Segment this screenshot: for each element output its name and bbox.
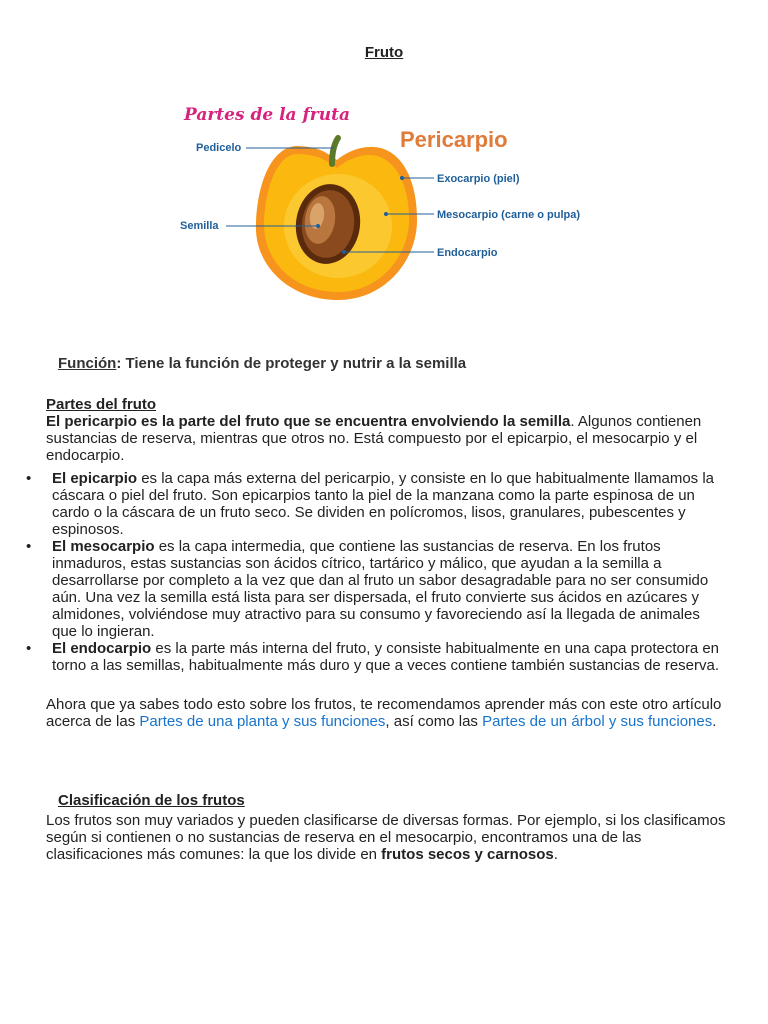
list-item [22, 640, 728, 674]
closing-text-1: Ahora que ya sabes todo esto sobre los frutos, te recomendamos aprender más con este otro artículo acerca de las [46, 696, 722, 730]
parts-intro-bold: El pericarpio es la parte del fruto que se encuentra envolviendo la semilla [46, 413, 571, 430]
list-item [22, 470, 728, 538]
label-pedicelo: Pedicelo [196, 142, 242, 154]
bullet-icon: • [26, 640, 32, 657]
classification-paragraph [46, 812, 732, 863]
label-semilla: Semilla [180, 220, 219, 232]
link-plant-parts[interactable]: Partes de una planta y sus funciones [139, 713, 386, 730]
bullet-term: El mesocarpio [52, 538, 155, 555]
parts-intro [46, 413, 732, 464]
closing-text-2: , así como las [385, 713, 483, 730]
parts-heading: Partes del fruto [46, 396, 157, 413]
bullet-term: El epicarpio [52, 470, 138, 487]
fruit-parts-diagram [172, 100, 592, 310]
bullet-term: El endocarpio [52, 640, 152, 657]
label-exocarpio: Exocarpio (piel) [437, 173, 520, 185]
classification-heading: Clasificación de los frutos [58, 792, 245, 809]
classification-text-2: . [553, 846, 558, 863]
link-tree-parts[interactable]: Partes de un árbol y sus funciones [482, 713, 713, 730]
bullet-icon: • [26, 538, 32, 555]
parts-intro-rest: . Algunos contienen sustancias de reserva, mientras que otros no. Está compuesto por el epicarpio, el mesocarpio y el endocarpio. [46, 413, 702, 464]
bullet-text: es la capa intermedia, que contiene las sustancias de reserva. En los frutos inmaduros, estas sustancias son ácidos cítrico, tartárico y málico, que ayudan a la semilla a desarrollarse por completo a la vez que dan al fruto un sabor desagradable para no ser consumido aún. Una vez la semilla está lista para ser dispersada, el fruto convierte sus ácidos en azúcares y almidones, volviéndose muy atractivo para su consumo y favoreciendo así la llegada de animales que lo ingieran. [52, 538, 709, 640]
classification-text-1: Los frutos son muy variados y pueden clasificarse de diversas formas. Por ejemplo, si los clasificamos según si contienen o no sustancias de reserva en el mesocarpio, encontramos una de las clasificaciones más comunes: la que los divide en [46, 812, 726, 863]
function-label: Función [58, 355, 117, 372]
function-text: : Tiene la función de proteger y nutrir a la semilla [116, 355, 467, 372]
parts-closing [46, 696, 732, 730]
label-endocarpio: Endocarpio [437, 247, 498, 259]
classification-bold: frutos secos y carnosos [381, 846, 554, 863]
closing-text-3: . [712, 713, 717, 730]
pericarp-label: Pericarpio [400, 127, 508, 152]
parts-bullet-list [22, 470, 728, 674]
bullet-text: es la parte más interna del fruto, y consiste habitualmente en una capa protectora en torno a las semillas, habitualmente más duro y que a veces contiene también sustancias de reserva. [52, 640, 720, 674]
label-mesocarpio: Mesocarpio (carne o pulpa) [437, 209, 581, 221]
parts-section [46, 396, 732, 464]
bullet-icon: • [26, 470, 32, 487]
fruit-half-illustration [256, 138, 417, 300]
list-item [22, 538, 728, 640]
function-statement [58, 355, 466, 372]
diagram-heading: Partes de la fruta [184, 105, 350, 125]
document-title: Fruto [364, 44, 404, 61]
bullet-text: es la capa más externa del pericarpio, y consiste en lo que habitualmente llamamos la cáscara o piel del fruto. Son epicarpios tanto la piel de la manzana como la parte espinosa de un cardo o la cáscara de un fruto seco. Se dividen en polícromos, lisos, granulares, pubescentes y espinosos. [52, 470, 715, 538]
